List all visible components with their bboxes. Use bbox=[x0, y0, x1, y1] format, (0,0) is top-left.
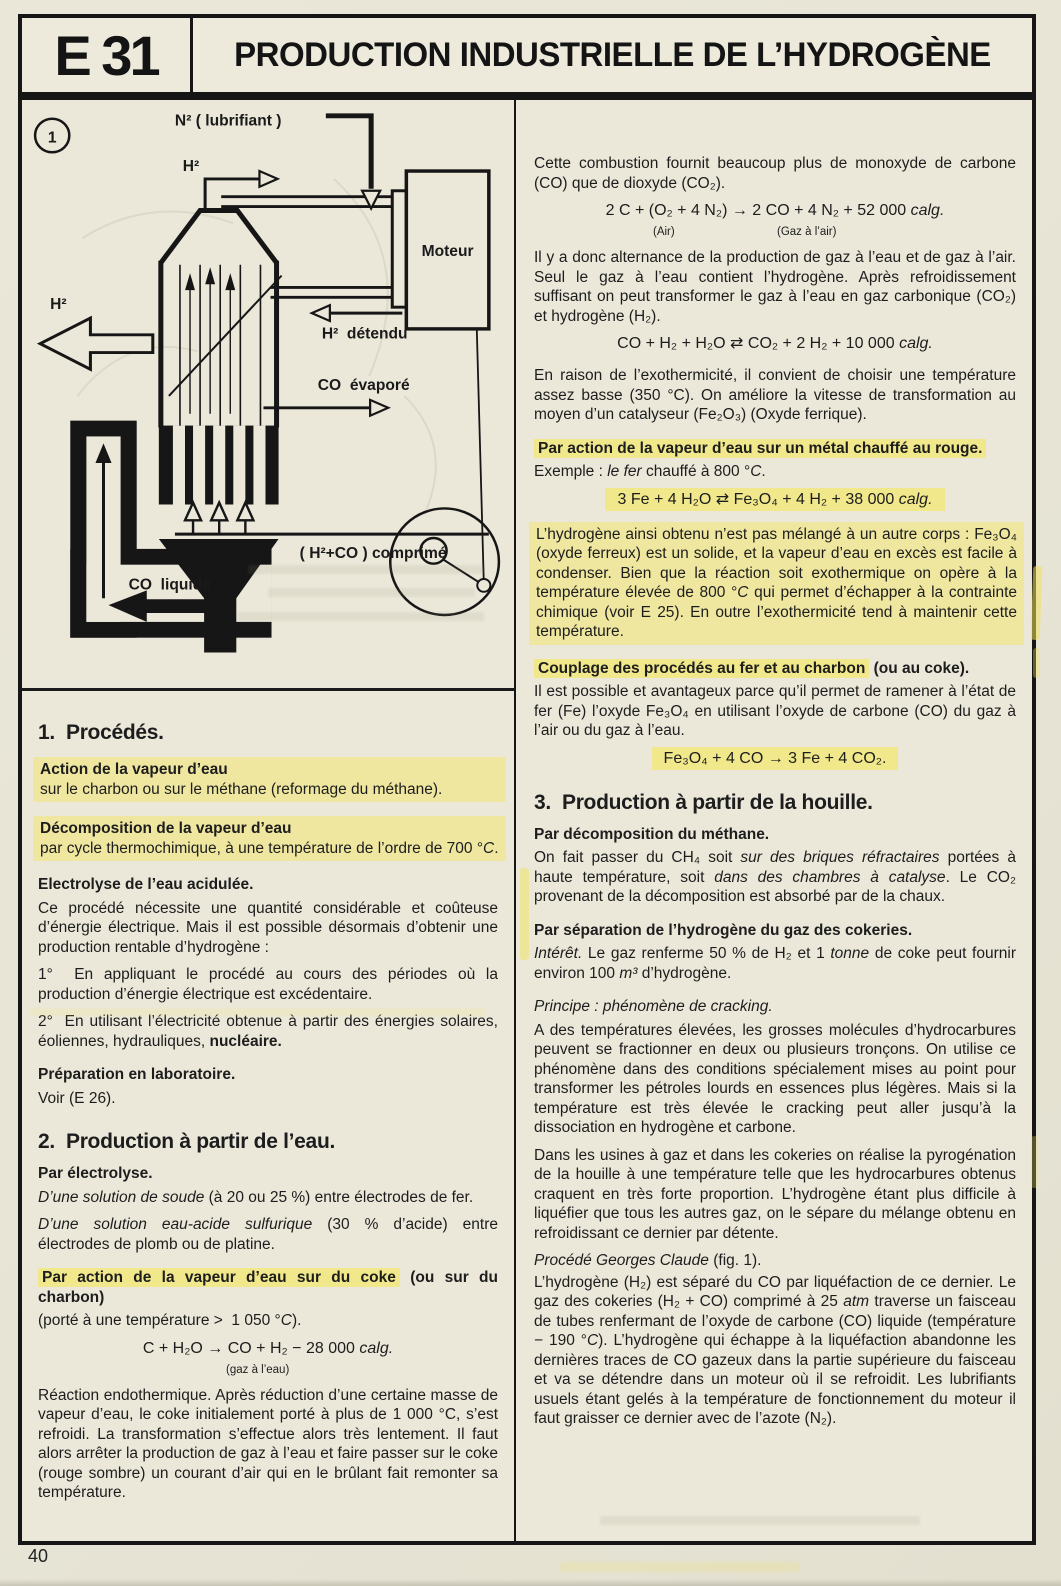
section-code: E 31 bbox=[54, 23, 158, 87]
h2-detendu-arrow-icon bbox=[312, 305, 330, 321]
paragraph: Voir (E 26). bbox=[38, 1089, 116, 1107]
page-title: PRODUCTION INDUSTRIELLE DE L’HYDROGÈNE bbox=[234, 35, 991, 74]
bleed-through-line bbox=[600, 1516, 920, 1525]
label-moteur: Moteur bbox=[421, 243, 474, 260]
paragraph: L’hydrogène ainsi obtenu n’est pas mélangé à un autre corps : Fe₃O₄ (oxyde ferreux) est un solide, et la vapeur d’eau en excès est facile à condenser. Bien que la réaction soit exothermique on opère à la température élevée de 800 °C qui permet d’échapper à la contrainte chimique (voir E 25). En outre l’exothermicité tend à maintenir cette température. bbox=[536, 525, 1017, 640]
heading-preparation-laboratoire: Préparation en laboratoire. bbox=[38, 1066, 236, 1083]
paragraph-exemple-fer: Exemple : le fer chauffé à 800 °C. bbox=[534, 463, 766, 480]
figure-number: 1 bbox=[47, 129, 57, 147]
paragraph-alternance: Il y a donc alternance de la production de gaz à l’eau et de gaz à l’air. Seul le gaz à l’eau contient l’hydrogène. Après refroidissement suffisant on peut transformer le gaz à l’eau en gaz carbonique (CO₂) et hydrogène (H₂). bbox=[534, 249, 1016, 325]
scan-edge-shadow bbox=[0, 1579, 1061, 1586]
paragraph-methane: On fait passer du CH₄ soit sur des briques réfractaires portées à haute température, soit dans des chambres à catalyse. Le CO₂ provenant de la décomposition est absorbé par de la chaux. bbox=[534, 849, 1016, 905]
co-evapore-arrow-icon bbox=[370, 400, 388, 416]
label-h2co-comprime: ( H²+CO ) comprimé bbox=[299, 544, 447, 562]
note-head: Décomposition de la vapeur d’eau bbox=[40, 820, 292, 837]
equation-conversion: CO + H₂ + H₂O ⇄ CO₂ + 2 H₂ + 10 000 calg. bbox=[617, 335, 933, 352]
heading-procede-georges-claude: Procédé Georges Claude (fig. 1). bbox=[534, 1252, 762, 1269]
highlighter-mark bbox=[520, 868, 529, 960]
equation-couplage: Fe₃O₄ + 4 CO → 3 Fe + 4 CO₂. bbox=[534, 749, 1016, 769]
list-item-1: 1° En appliquant le procédé au cours des périodes où la production d’énergie électrique est excédentaire. bbox=[38, 966, 498, 1003]
feed-pipe bbox=[175, 503, 489, 535]
bleed-through-line bbox=[268, 588, 475, 597]
section-1-heading: 1. Procédés. bbox=[38, 721, 164, 744]
equation-note-air: (Air) bbox=[653, 226, 675, 238]
highlighter-mark bbox=[560, 1562, 800, 1572]
note-body: sur le charbon ou sur le méthane (reformage du méthane). bbox=[40, 780, 443, 798]
equation-fer: 3 Fe + 4 H₂O ⇄ Fe₃O₄ + 4 H₂ + 38 000 calg. bbox=[534, 490, 1016, 510]
paragraph-interet: Intérêt. Le gaz renferme 50 % de H₂ et 1 tonne de coke peut fournir environ 100 m³ d’hydrogène. bbox=[534, 945, 1016, 982]
paragraph-couplage: Il est possible et avantageux parce qu’il permet de ramener à l’état de fer (Fe) l’oxyde Fe₃O₄ en utilisant l’oxyde de carbone (CO) du gaz à l’air ou du gaz à l’eau. bbox=[534, 683, 1016, 739]
heading-principe-cracking: Principe : phénomène de cracking. bbox=[534, 998, 773, 1015]
highlighted-note-decomposition bbox=[33, 816, 506, 861]
engine-piping bbox=[205, 116, 402, 408]
content-frame bbox=[18, 96, 1036, 1545]
hydrogen-plant-schematic bbox=[22, 100, 514, 688]
equation-gaz-a-leau: C + H₂O → CO + H₂ − 28 000 calg. (gaz à l’eau) bbox=[38, 1339, 498, 1359]
paragraph-combustion: Cette combustion fournit beaucoup plus de monoxyde de carbone (CO) que de dioxyde (CO₂). bbox=[534, 155, 1016, 192]
left-column bbox=[22, 100, 514, 1541]
paragraph: D’une solution de soude (à 20 ou 25 %) entre électrodes de fer. bbox=[38, 1188, 474, 1206]
gas-flow-arrows bbox=[186, 270, 234, 414]
header-divider bbox=[190, 18, 193, 92]
right-column bbox=[514, 100, 1032, 1541]
equation-gaz-a-lair: 2 C + (O₂ + 4 N₂) → 2 CO + 4 N₂ + 52 000 calg. (Air) (Gaz à l’air) bbox=[534, 201, 1016, 221]
paragraph-exothermicite: En raison de l’exothermicité, il convient de choisir une température assez basse (350 °C). On améliore la vitesse de transformation au moyen d’un catalyseur (Fe₂O₃) (Oxyde ferrique). bbox=[534, 367, 1016, 423]
note-body: par cycle thermochimique, à une température de l’ordre de 700 °C. bbox=[40, 839, 499, 857]
left-column-text bbox=[22, 691, 514, 1503]
heading-decomposition-methane: Par décomposition du méthane. bbox=[534, 825, 770, 843]
h2-outlet-arrow-icon bbox=[40, 318, 153, 369]
section-2-heading: 2. Production à partir de l’eau. bbox=[38, 1130, 335, 1153]
heading-par-electrolyse: Par électrolyse. bbox=[38, 1165, 153, 1182]
label-h2-detendu: H² détendu bbox=[321, 325, 408, 343]
figure-1-diagram bbox=[22, 100, 514, 691]
label-co-evapore: CO évaporé bbox=[317, 377, 410, 395]
section-3-heading: 3. Production à partir de la houille. bbox=[534, 790, 873, 814]
highlighted-note-vapeur-eau bbox=[33, 757, 506, 802]
highlighter-mark bbox=[1033, 648, 1040, 678]
bleed-through-line bbox=[248, 565, 484, 574]
page-header bbox=[18, 14, 1036, 96]
heading-vapeur-sur-metal: Par action de la vapeur d’eau sur un métal chauffé au rouge. bbox=[534, 439, 1016, 459]
heading-vapeur-sur-coke: Par action de la vapeur d’eau sur du coke (ou sur du charbon) bbox=[38, 1269, 498, 1306]
highlighted-paragraph-hydrogene-obtenu bbox=[529, 522, 1024, 645]
heading-couplage: Couplage des procédés au fer et au charbon (ou au coke). bbox=[534, 659, 1016, 679]
highlighter-mark bbox=[1031, 566, 1043, 640]
list-item-2: 2° En utilisant l’électricité obtenue à partir des énergies solaires, éoliennes, hydrauliques, nucléaire. bbox=[38, 1013, 498, 1050]
note-head: Action de la vapeur d’eau bbox=[40, 761, 228, 778]
heading-electrolyse-acidulee: Electrolyse de l’eau acidulée. bbox=[38, 876, 254, 893]
paragraph: Ce procédé nécessite une quantité considérable et coûteuse d’énergie électrique. Mais il est possible désormais d’obtenir une production rentable d’hydrogène : bbox=[38, 899, 498, 956]
sub-heading-temperature: (porté à une température > 1 050 °C). bbox=[38, 1312, 302, 1329]
paragraph-cracking: A des températures élevées, les grosses molécules d’hydrocarbures peuvent se fractionner en deux ou plusieurs tronçons. On utilise ce phénomène dans des conditions spécialement mises au point pour transformer les pétroles lourds en essences plus légères. Mais si la température est très élevée le cracking peut aller jusqu’à la dissociation en hydrogène et carbone. bbox=[534, 1021, 1016, 1136]
highlighter-mark bbox=[1031, 1136, 1038, 1188]
label-co-liquide: CO liquide bbox=[128, 576, 211, 594]
page-number: 40 bbox=[28, 1546, 49, 1566]
paragraph-reaction-endothermique: Réaction endothermique. Après réduction d’une certaine masse de vapeur d’eau, le coke initialement porté à plus de 1 000 °C, s’est refroidi. La transformation s’effectue alors très lentement. Il faut alors arrêter la production de gaz à l’eau et faire passer sur le coke (rouge sombre) un courant d’air qui en le brûlant fait remonter sa température. bbox=[38, 1386, 498, 1501]
paragraph-georges-claude: L’hydrogène (H₂) est séparé du CO par liquéfaction de ce dernier. Le gaz des cokeries (H₂ + CO) comprimé à 25 atm traverse un faisceau de tubes renfermant de l’oxyde de carbone (CO) liquide (température − 190 °C). L’hydrogène qui échappe à la liquéfaction abandonne les dernières traces de CO gazeux dans la partie supérieure du faisceau et va se détendre dans un moteur où il se refroidit. Les lubrifiants usuels étant gelés à la température de fonctionnement du moteur il faut graisser ce dernier avec de l’azote (N₂). bbox=[534, 1273, 1016, 1427]
label-h2-top: H² bbox=[182, 158, 200, 175]
paragraph: D’une solution eau-acide sulfurique (30 % d’acide) entre électrodes de plomb ou de platine. bbox=[38, 1216, 498, 1253]
heading-separation-cokeries: Par séparation de l’hydrogène du gaz des cokeries. bbox=[534, 921, 913, 939]
h2-top-arrow-icon bbox=[259, 171, 277, 187]
label-h2-left: H² bbox=[50, 296, 67, 314]
equation-note: (gaz à l’eau) bbox=[226, 1363, 290, 1376]
label-n2-lubrifiant: N² ( lubrifiant ) bbox=[174, 112, 282, 130]
bleed-through-line bbox=[238, 612, 484, 621]
highlighter-mark bbox=[30, 1008, 485, 1016]
equation-note-gaz-air: (Gaz à l’air) bbox=[777, 226, 837, 238]
paragraph-pyrogenation: Dans les usines à gaz et dans les cokeries on réalise la pyrogénation de la houille à une température telle que les hydrocarbures obtenus craquent en très forte proportion. L’hydrogène étant plus difficile à liquéfier que tous les autres gaz, on le sépare du mélange obtenu en refroidissant ce dernier par détente. bbox=[534, 1146, 1016, 1242]
